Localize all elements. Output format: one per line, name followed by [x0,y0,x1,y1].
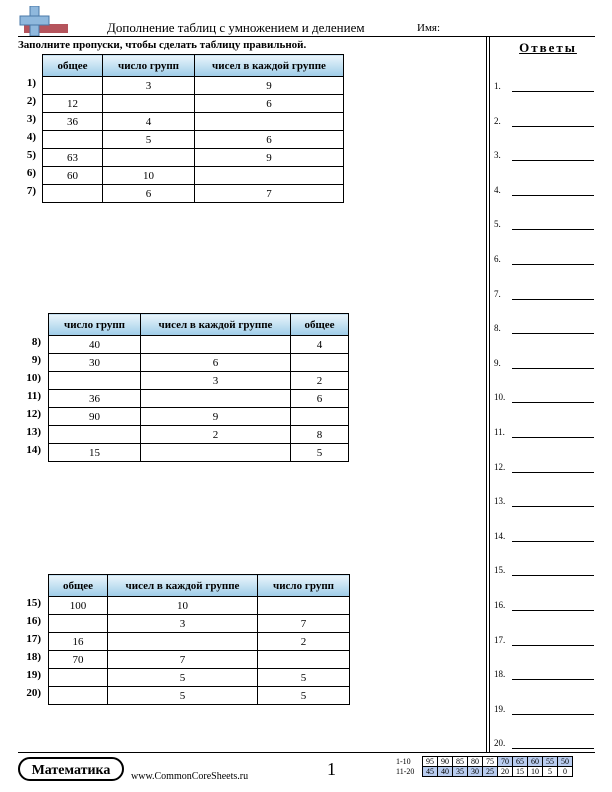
footer-divider [18,752,595,753]
value-cell: 4 [291,336,349,354]
blank-cell[interactable] [43,77,103,95]
answer-row [494,491,594,507]
value-cell: 2 [291,372,349,390]
value-cell: 36 [49,390,141,408]
answer-row [494,733,594,749]
value-cell: 40 [49,336,141,354]
problem-number: 10) [26,372,41,384]
problem-number: 13) [26,426,41,438]
score-value: 0 [558,767,573,777]
column-header: чисел в каждой группе [141,314,291,336]
brand-badge: Математика [18,757,124,781]
problem-number: 16) [26,615,41,627]
answer-blank[interactable] [512,575,594,576]
table-row [49,615,350,633]
problem-number: 14) [26,444,41,456]
problem-number: 12) [26,408,41,420]
problem-number: 1) [26,77,36,89]
value-cell: 6 [195,95,344,113]
table-row [43,149,344,167]
answer-number: 7. [494,288,501,299]
answer-blank[interactable] [512,402,594,403]
answer-row [494,180,594,196]
answer-row [494,595,594,611]
answer-number: 20. [494,738,506,749]
answer-blank[interactable] [512,506,594,507]
value-cell: 12 [43,95,103,113]
blank-cell[interactable] [49,615,108,633]
problem-number: 6) [26,167,36,179]
value-cell: 8 [291,426,349,444]
value-cell: 7 [195,185,344,203]
answers-title: Ответы [519,40,577,55]
blank-cell[interactable] [195,113,344,131]
math-logo-icon [18,6,70,38]
problem-number: 3) [26,113,36,125]
value-cell: 100 [49,597,108,615]
answer-blank[interactable] [512,91,594,92]
answer-blank[interactable] [512,714,594,715]
table-row [49,354,349,372]
problem-number: 18) [26,651,41,663]
blank-cell[interactable] [49,669,108,687]
answer-number: 14. [494,530,506,541]
score-range-label: 1-10 [396,757,411,766]
score-value: 90 [438,757,453,767]
problem-number: 20) [26,687,41,699]
table-row [43,95,344,113]
score-value: 95 [423,757,438,767]
answer-column-divider [489,37,490,752]
answer-blank[interactable] [512,368,594,369]
answer-row [494,145,594,161]
answer-blank[interactable] [512,126,594,127]
value-cell: 5 [108,687,258,705]
answer-row [494,249,594,265]
problem-number: 2) [26,95,36,107]
answer-row [494,457,594,473]
problem-number: 7) [26,185,36,197]
blank-cell[interactable] [49,687,108,705]
column-header: общее [43,55,103,77]
answer-number: 2. [494,115,501,126]
answer-number: 17. [494,634,506,645]
score-value: 50 [558,757,573,767]
score-value: 75 [483,757,498,767]
table-row [49,372,349,390]
score-value: 45 [423,767,438,777]
answer-blank[interactable] [512,299,594,300]
value-cell: 60 [43,167,103,185]
value-cell: 5 [291,444,349,462]
score-value: 80 [468,757,483,767]
value-cell: 3 [103,77,195,95]
table-row [43,77,344,95]
table-row [49,336,349,354]
answer-number: 4. [494,184,501,195]
answer-blank[interactable] [512,437,594,438]
page-number: 1 [327,759,336,779]
answer-blank[interactable] [512,264,594,265]
blank-cell[interactable] [49,426,141,444]
value-cell: 6 [291,390,349,408]
value-cell: 7 [108,651,258,669]
blank-cell[interactable] [141,444,291,462]
value-cell: 9 [195,149,344,167]
answer-number: 11. [494,427,505,437]
blank-cell[interactable] [258,651,350,669]
answer-number: 16. [494,600,506,610]
score-table [396,756,573,777]
value-cell: 90 [49,408,141,426]
column-header: число групп [103,55,195,77]
answer-row [494,387,594,403]
answer-row [494,76,594,92]
score-range-label: 11-20 [396,767,415,776]
table-row [49,669,350,687]
value-cell: 63 [43,149,103,167]
answer-number: 5. [494,219,501,230]
value-cell: 6 [103,185,195,203]
score-value: 85 [453,757,468,767]
worksheet-title: Дополнение таблиц с умножением и делением [107,20,365,35]
header-divider [18,36,595,37]
answer-number: 10. [494,392,506,403]
problem-number: 15) [26,597,41,609]
score-value: 25 [483,767,498,777]
problem-number: 19) [26,669,41,681]
fill-in-table [48,313,349,462]
problem-number: 5) [26,149,36,161]
answer-blank[interactable] [512,160,594,161]
answer-row [494,214,594,230]
blank-cell[interactable] [141,336,291,354]
problem-number: 17) [26,633,41,645]
table-row [49,426,349,444]
value-cell: 10 [103,167,195,185]
table-row [43,167,344,185]
value-cell: 36 [43,113,103,131]
score-value: 60 [528,757,543,767]
site-url: www.CommonCoreSheets.ru [131,771,249,782]
value-cell: 16 [49,633,108,651]
value-cell: 15 [49,444,141,462]
table-row [49,651,350,669]
value-cell: 10 [108,597,258,615]
answer-blank[interactable] [512,679,594,680]
blank-cell[interactable] [108,633,258,651]
answer-number: 6. [494,254,501,264]
table-row [49,597,350,615]
answer-number: 18. [494,669,506,680]
value-cell: 30 [49,354,141,372]
answer-row [494,699,594,715]
blank-cell[interactable] [141,390,291,408]
score-value: 10 [528,767,543,777]
answer-row [494,664,594,680]
blank-cell[interactable] [291,408,349,426]
answer-row [494,111,594,127]
value-cell: 9 [195,77,344,95]
answer-blank[interactable] [512,472,594,473]
column-header: число групп [258,575,350,597]
blank-cell[interactable] [195,167,344,185]
value-cell: 70 [49,651,108,669]
blank-cell[interactable] [43,131,103,149]
table-row [43,113,344,131]
answer-blank[interactable] [512,610,594,611]
value-cell: 9 [141,408,291,426]
score-value: 30 [468,767,483,777]
problem-number: 9) [31,354,41,366]
score-value: 5 [543,767,558,777]
problem-number: 8) [31,336,41,348]
value-cell: 2 [141,426,291,444]
value-cell: 5 [258,669,350,687]
score-value: 35 [453,767,468,777]
answer-blank[interactable] [512,645,594,646]
answer-row [494,318,594,334]
answer-blank[interactable] [512,229,594,230]
answer-number: 1. [494,81,501,91]
column-header: общее [49,575,108,597]
column-header: чисел в каждой группе [195,55,344,77]
answer-blank[interactable] [512,541,594,542]
score-value: 65 [513,757,528,767]
value-cell: 6 [141,354,291,372]
score-value: 20 [498,767,513,777]
table-row [49,390,349,408]
table-row [49,633,350,651]
value-cell: 5 [108,669,258,687]
table-row [43,131,344,149]
blank-cell[interactable] [103,95,195,113]
value-cell: 3 [141,372,291,390]
value-cell: 3 [108,615,258,633]
score-value: 40 [438,767,453,777]
instructions: Заполните пропуски, чтобы сделать таблицу правильной. [18,39,307,51]
value-cell: 4 [103,113,195,131]
table-row [49,444,349,462]
answer-row [494,560,594,576]
answer-number: 12. [494,461,506,472]
value-cell: 5 [258,687,350,705]
score-row [396,767,573,777]
answer-number: 8. [494,323,501,334]
table-row [43,185,344,203]
score-value: 70 [498,757,513,767]
blank-cell[interactable] [49,372,141,390]
blank-cell[interactable] [291,354,349,372]
blank-cell[interactable] [258,597,350,615]
column-header: общее [291,314,349,336]
column-header: чисел в каждой группе [108,575,258,597]
answer-row [494,353,594,369]
value-cell: 6 [195,131,344,149]
answer-row [494,422,594,438]
answer-row [494,526,594,542]
problem-number: 4) [26,131,36,143]
answer-number: 15. [494,565,506,576]
problem-number: 11) [26,390,41,402]
answer-number: 19. [494,703,506,714]
score-value: 15 [513,767,528,777]
column-header: число групп [49,314,141,336]
value-cell: 5 [103,131,195,149]
fill-in-table [48,574,350,705]
answer-row [494,284,594,300]
answer-row [494,630,594,646]
table-row [49,687,350,705]
blank-cell[interactable] [103,149,195,167]
blank-cell[interactable] [43,185,103,203]
score-row [396,757,573,767]
answer-number: 13. [494,496,506,507]
answer-blank[interactable] [512,333,594,334]
score-value: 55 [543,757,558,767]
answer-number: 3. [494,150,501,161]
fill-in-table [42,54,344,203]
answer-blank[interactable] [512,195,594,196]
value-cell: 7 [258,615,350,633]
table-row [49,408,349,426]
name-label: Имя: [417,22,441,34]
answer-number: 9. [494,357,501,368]
answer-blank[interactable] [512,748,594,749]
value-cell: 2 [258,633,350,651]
answer-column-divider [486,37,487,752]
